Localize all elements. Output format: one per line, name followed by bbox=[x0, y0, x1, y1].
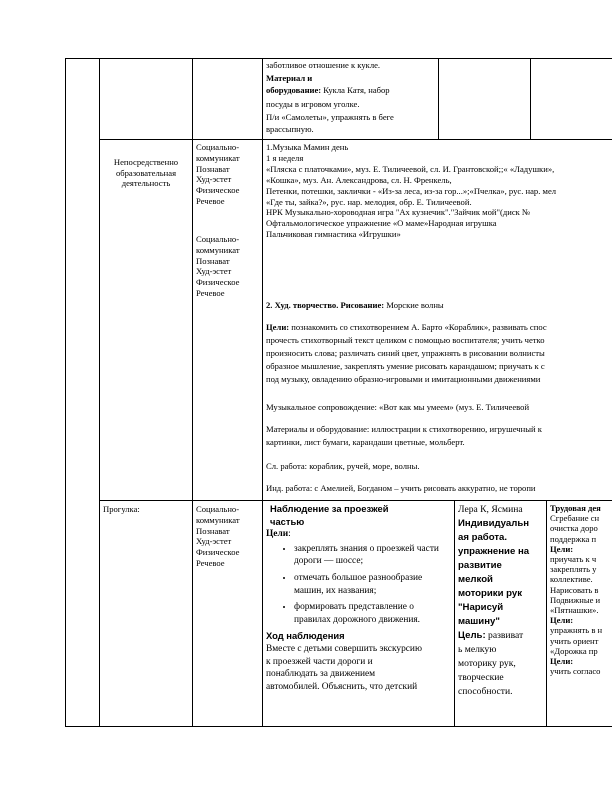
child-names: Лера К, Ясмина bbox=[458, 504, 523, 515]
music-line: «Кошка», муз. Ан. Александрова, сл. Н. Френкель, bbox=[266, 174, 452, 185]
materials-line: Материалы и оборудование: иллюстрации к стихотворению, игрушечный к bbox=[266, 424, 542, 434]
art-title-line bbox=[266, 300, 444, 310]
area-item: Познават bbox=[196, 255, 230, 266]
music-line: «Пляска с платочками», муз. Е. Тиличеевой, сл. И. Грантовской;;« «Ладушки», bbox=[266, 163, 555, 174]
area-item: коммуникат bbox=[196, 514, 240, 525]
course-line: понаблюдать за движением bbox=[266, 669, 376, 680]
goals-line: прочесть стихотворный текст целиком с помощью воспитателя; учить четко bbox=[266, 335, 545, 345]
area-item: Речевое bbox=[196, 195, 225, 206]
top-cell-line: П/и «Самолеты», упражнять в беге bbox=[266, 111, 394, 122]
equipment-line bbox=[266, 85, 394, 95]
music-line: НРК Музыкально-хороводная игра "Ах кузнечик"."Зайчик мой"(диск № bbox=[266, 207, 531, 218]
area-item: коммуникат bbox=[196, 152, 240, 163]
labor-line: «Пятнашки». bbox=[550, 605, 599, 616]
area-item: Худ-эстет bbox=[196, 536, 232, 547]
area-item: Речевое bbox=[196, 287, 225, 298]
table-col-line bbox=[438, 58, 439, 139]
labor-line: приучать к ч bbox=[550, 554, 597, 565]
labor-line: закреплять у bbox=[550, 564, 597, 575]
course-line: автомобилей. Объяснить, что детский bbox=[266, 681, 418, 692]
music-line: «Где ты, зайка?», рус. нар. мелодия, обр. Е. Тиличеевой. bbox=[266, 196, 472, 207]
music-line: 1.Музыка Мамин день bbox=[266, 142, 349, 152]
music-line: Петенки, потешки, заклички - «Из-за леса, из-за гор...»;«Пчелка», рус. нар. мел bbox=[266, 185, 557, 196]
table-col-line bbox=[262, 58, 263, 726]
goals-label: Цели: bbox=[266, 322, 290, 332]
labor-line: упражнять в н bbox=[550, 625, 603, 636]
labor-line: Трудовая дея bbox=[550, 503, 601, 513]
walk-areas-list bbox=[196, 504, 240, 569]
individual-heading: Индивидуальн ая работа. bbox=[458, 518, 530, 543]
labor-line: Цели: bbox=[550, 656, 574, 667]
labor-line: учить ориент bbox=[550, 635, 599, 646]
vocab-work: Сл. работа: кораблик, ручей, море, волны. bbox=[266, 461, 420, 471]
art-topic: Морские волны bbox=[384, 300, 444, 310]
labor-line: Цели: bbox=[550, 543, 574, 554]
top-cell-text bbox=[266, 60, 394, 134]
top-cell-line: посуды в игровом уголке. bbox=[266, 98, 360, 109]
materials-label: Материал и bbox=[266, 73, 313, 84]
music-section bbox=[266, 142, 556, 240]
labor-line: очистка доро bbox=[550, 523, 598, 534]
music-line: 1 я неделя bbox=[266, 152, 304, 163]
area-item: Социально- bbox=[196, 142, 240, 152]
area-item: Познават bbox=[196, 163, 230, 174]
labor-line: «Дорожка пр bbox=[550, 645, 598, 656]
music-line: Пальчиковая гимнастика «Игрушки» bbox=[266, 229, 401, 240]
art-materials bbox=[266, 423, 542, 449]
art-goals bbox=[266, 321, 547, 386]
labor-line: Цели: bbox=[550, 615, 574, 626]
walk-label: Прогулка: bbox=[103, 504, 140, 514]
list-item: • отмечать большое разнообразие машин, их названия; bbox=[294, 572, 452, 597]
label-line: деятельность bbox=[121, 178, 171, 189]
list-item: • формировать представление о правилах дорожного движения. bbox=[294, 601, 452, 626]
areas-list bbox=[196, 142, 240, 207]
materials-line: картинки, лист бумаги, карандаши цветные, мольберт. bbox=[266, 437, 465, 447]
table-row-line bbox=[99, 500, 612, 501]
area-item: Социально- bbox=[196, 234, 240, 244]
walk-observation bbox=[266, 503, 452, 693]
area-item: Физическое bbox=[196, 277, 240, 288]
goals-line: под музыку, овладению образно-игровыми и имитационными движениями bbox=[266, 374, 541, 384]
area-item: Худ-эстет bbox=[196, 174, 232, 185]
equipment-label: оборудование: bbox=[266, 85, 322, 96]
course-line: Вместе с детьми совершить экскурсию bbox=[266, 643, 422, 654]
top-cell-line: врассыпную. bbox=[266, 124, 314, 135]
area-item: Худ-эстет bbox=[196, 266, 232, 277]
labor-line: коллективе. bbox=[550, 574, 593, 585]
music-accompaniment: Музыкальное сопровождение: «Вот как мы умеем» (муз. Е. Тиличеевой bbox=[266, 402, 530, 412]
labor-activity bbox=[550, 503, 602, 676]
label-line: образовательная bbox=[115, 167, 177, 178]
goals-line: Цели: познакомить со стихотворением А. Барто «Кораблик», развивать спос bbox=[266, 322, 547, 332]
equipment-text: Кукла Катя, набор bbox=[321, 85, 390, 96]
goals-list bbox=[266, 543, 452, 627]
labor-line: учить согласо bbox=[550, 666, 601, 677]
table-col-line bbox=[454, 500, 455, 726]
goal-label: Цель: bbox=[458, 630, 486, 641]
labor-line: поддержка п bbox=[550, 533, 597, 544]
labor-line: Сгребание сн bbox=[550, 513, 600, 524]
table-row-line bbox=[99, 139, 612, 140]
table-col-line bbox=[99, 58, 100, 726]
top-cell-line: заботливое отношение к кукле. bbox=[266, 60, 381, 70]
music-line: Офтальмологическое упражнение «О маме»Народная игрушка bbox=[266, 218, 497, 229]
table-border-top bbox=[65, 58, 612, 59]
individual-work-art: Инд. работа: с Амелией, Богданом – учить рисовать аккуратно, не торопи bbox=[266, 483, 536, 493]
art-title: 2. Худ. творчество. Рисование: bbox=[266, 300, 385, 310]
areas-list bbox=[196, 234, 240, 299]
goals-line: произносить слова; различать синий цвет, упражнять в рисовании волнисты bbox=[266, 348, 545, 358]
goals-line: образное мышление, закреплять умение рисовать карандашом; приучать к с bbox=[266, 361, 545, 371]
goals-heading: Цели: bbox=[266, 529, 291, 540]
area-item: Социально- bbox=[196, 504, 240, 514]
table-col-line bbox=[530, 58, 531, 139]
list-item: • закреплять знания о проезжей части дороги — шоссе; bbox=[294, 543, 452, 568]
labor-line: Подвижные и bbox=[550, 594, 601, 605]
direct-activity-label bbox=[101, 157, 191, 189]
table-col-line bbox=[192, 58, 193, 726]
table-col-line bbox=[546, 500, 547, 726]
observation-title: Наблюдение за проезжей частью bbox=[270, 503, 389, 527]
table-border-left bbox=[65, 58, 66, 726]
area-item: Физическое bbox=[196, 185, 240, 196]
table-border-bottom bbox=[65, 726, 612, 727]
area-item: Речевое bbox=[196, 557, 225, 568]
area-item: Физическое bbox=[196, 547, 240, 558]
goal-block: Цель: развиват ь мелкую моторику рук, творческие способности. bbox=[458, 630, 524, 697]
label-line: Непосредственно bbox=[113, 157, 179, 167]
course-line: к проезжей части дороги и bbox=[266, 656, 373, 667]
area-item: Познават bbox=[196, 525, 230, 536]
individual-task: упражнение на развитие мелкой моторики рук "Нарисуй машину" bbox=[458, 546, 530, 627]
area-item: коммуникат bbox=[196, 244, 240, 255]
labor-line: Нарисовать в bbox=[550, 584, 599, 595]
course-label: Ход наблюдения bbox=[266, 630, 345, 642]
individual-work bbox=[458, 503, 544, 699]
